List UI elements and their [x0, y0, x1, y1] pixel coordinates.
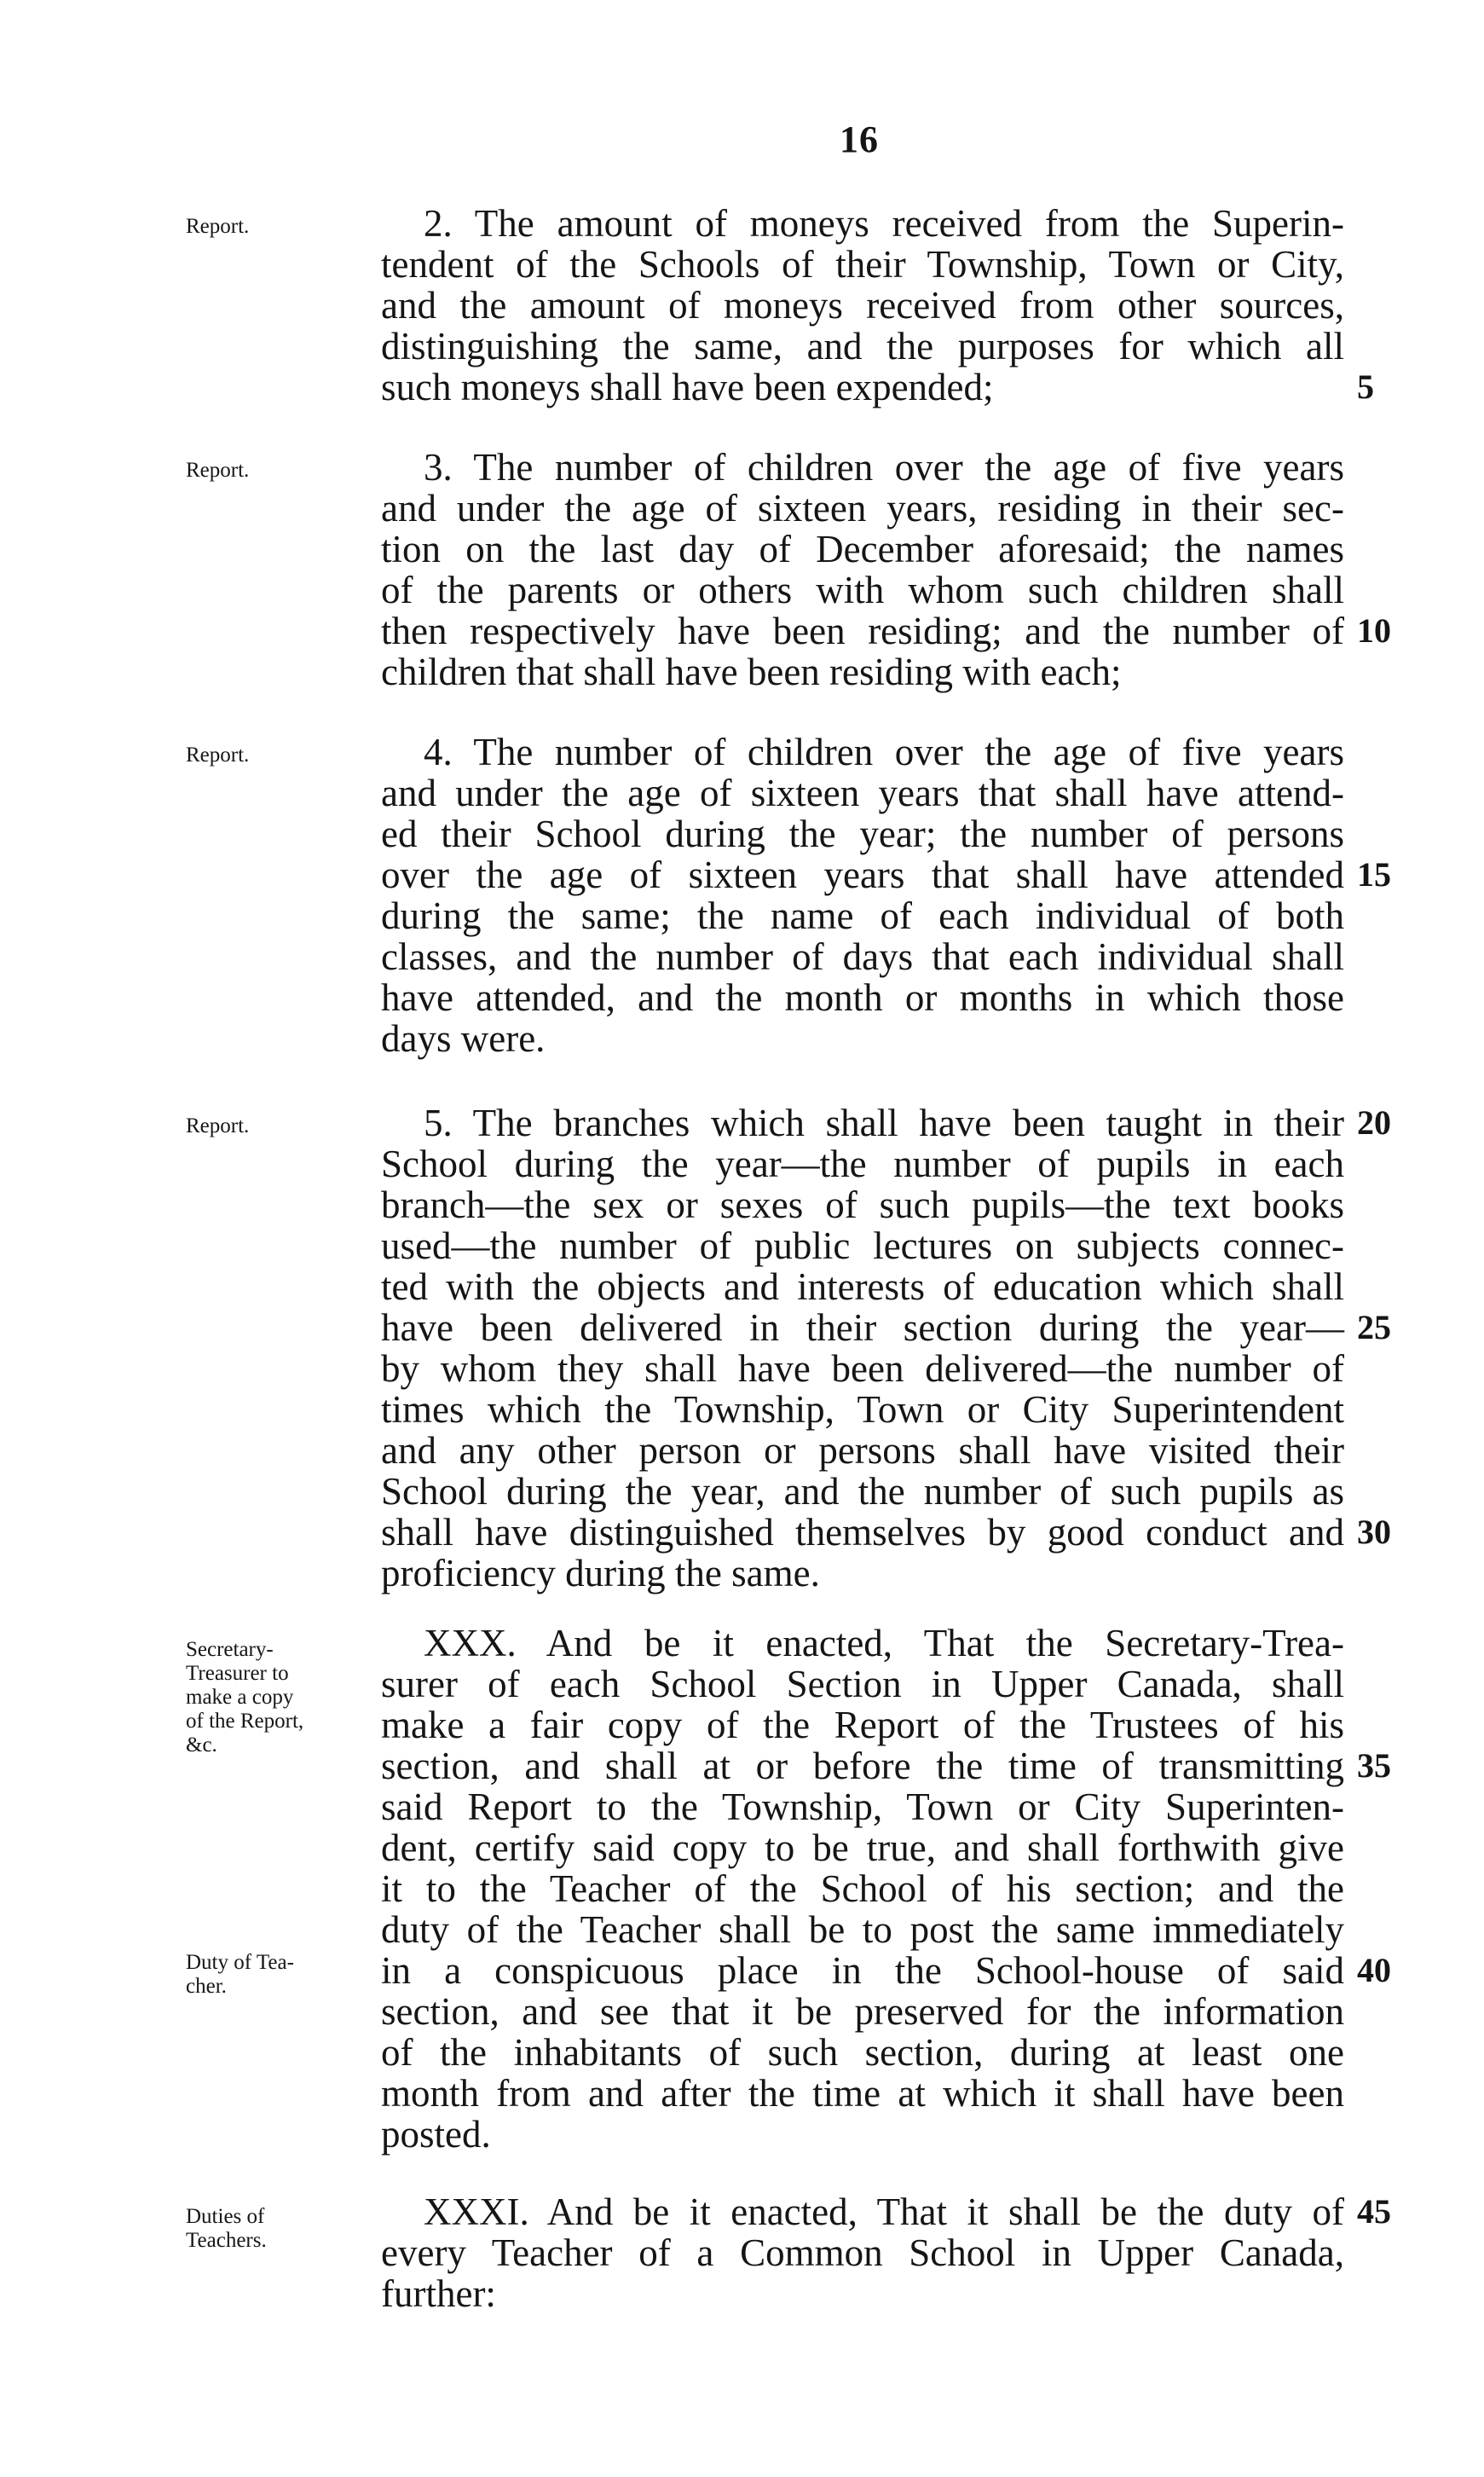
text-line: 3. The number of children over the age of five years	[424, 446, 1344, 489]
line-number: 10	[1357, 611, 1391, 650]
margin-note-duty-of-teacher	[186, 1951, 365, 1999]
margin-note	[186, 215, 365, 239]
line-number: 35	[1357, 1746, 1391, 1785]
text-line: further:	[381, 2272, 496, 2315]
text-line: dent, certify said copy to be true, and shall forthwith give	[381, 1826, 1344, 1869]
margin-note	[186, 459, 365, 483]
text-line: times which the Township, Town or City Superintendent	[381, 1388, 1344, 1431]
text-line: by whom they shall have been delivered—the number of	[381, 1347, 1344, 1390]
margin-note-line: Secretary-	[186, 1638, 274, 1661]
text-line: in a conspicuous place in the School-house of said 40	[381, 1949, 1391, 1992]
text-line: tendent of the Schools of their Township, Town or City,	[381, 243, 1344, 286]
line-number: 20	[1357, 1103, 1391, 1142]
text-line: said Report to the Township, Town or City Superinten-	[381, 1785, 1344, 1828]
margin-note-line: Duties of	[186, 2205, 265, 2228]
text-line: duty of the Teacher shall be to post the same immediately	[381, 1908, 1344, 1951]
text-line: of the inhabitants of such section, during at least one	[381, 2031, 1344, 2074]
text-line: XXXI. And be it enacted, That it shall be the duty of 45	[424, 2191, 1391, 2233]
margin-note-line: Report.	[186, 459, 250, 482]
text-line: month from and after the time at which it shall have been	[381, 2072, 1344, 2115]
text-line: and any other person or persons shall have visited their	[381, 1429, 1344, 1472]
text-line: section, and shall at or before the time of transmitting 35	[381, 1745, 1391, 1787]
paragraph-text	[381, 1102, 1391, 1594]
text-line: have been delivered in their section during the year— 25	[381, 1306, 1391, 1349]
line-number: 40	[1357, 1951, 1391, 1989]
margin-note	[186, 1114, 365, 1138]
margin-note	[186, 744, 365, 767]
text-line: and under the age of sixteen years that shall have attend-	[381, 772, 1344, 814]
text-line: then respectively have been residing; and the number of 10	[381, 610, 1391, 652]
line-number: 45	[1357, 2192, 1391, 2231]
text-line: branch—the sex or sexes of such pupils—the text books	[381, 1184, 1344, 1226]
line-number: 15	[1357, 855, 1391, 894]
text-line: every Teacher of a Common School in Upper Canada,	[381, 2231, 1344, 2274]
text-line: 5. The branches which shall have been taught in their 20	[424, 1102, 1391, 1144]
text-line: over the age of sixteen years that shall have attended 15	[381, 854, 1391, 896]
text-line: children that shall have been residing with each;	[381, 651, 1122, 693]
paragraph-text	[381, 202, 1374, 408]
text-line: have attended, and the month or months in which those	[381, 976, 1344, 1019]
text-line: posted.	[381, 2113, 491, 2156]
line-number: 5	[1357, 367, 1374, 406]
margin-note-line: &c.	[186, 1733, 217, 1756]
paragraph-text	[381, 731, 1391, 1060]
section-text	[381, 1622, 1391, 2156]
text-line: such moneys shall have been expended; 5	[381, 366, 1374, 408]
text-line: School during the year, and the number of such pupils as	[381, 1470, 1344, 1513]
margin-note-line: Duty of Tea-	[186, 1951, 294, 1974]
text-line: make a fair copy of the Report of the Trustees of his	[381, 1704, 1344, 1746]
text-line: 2. The amount of moneys received from the Superin-	[424, 202, 1344, 245]
text-line: distinguishing the same, and the purposes for which all	[381, 325, 1344, 367]
text-line: 4. The number of children over the age of five years	[424, 731, 1344, 773]
margin-note-line: Report.	[186, 744, 250, 767]
margin-note-line: Treasurer to	[186, 1662, 289, 1685]
margin-note-line: Teachers.	[186, 2229, 267, 2252]
text-line: during the same; the name of each individual of both	[381, 894, 1344, 937]
text-line: ted with the objects and interests of education which shall	[381, 1265, 1344, 1308]
text-line: of the parents or others with whom such children shall	[381, 569, 1344, 611]
line-number: 30	[1357, 1513, 1391, 1551]
margin-note-line: of the Report,	[186, 1710, 304, 1733]
margin-note	[186, 2205, 365, 2253]
paragraph-text	[381, 446, 1391, 693]
margin-note	[186, 1638, 365, 1757]
text-line: surer of each School Section in Upper Canada, shall	[381, 1663, 1344, 1705]
page-number: 16	[840, 119, 879, 160]
text-line: shall have distinguished themselves by good conduct and 30	[381, 1511, 1391, 1554]
margin-note-line: Report.	[186, 215, 250, 238]
text-line: tion on the last day of December aforesaid; the names	[381, 528, 1344, 570]
margin-note-line: cher.	[186, 1975, 227, 1998]
text-line: it to the Teacher of the School of his section; and the	[381, 1867, 1344, 1910]
margin-note-line: Report.	[186, 1114, 250, 1137]
line-number: 25	[1357, 1308, 1391, 1346]
text-line: classes, and the number of days that each individual shall	[381, 935, 1344, 978]
margin-note-line: make a copy	[186, 1686, 294, 1709]
text-line: and the amount of moneys received from other sources,	[381, 284, 1344, 327]
text-line: used—the number of public lectures on subjects connec-	[381, 1224, 1344, 1267]
section-text	[381, 2191, 1391, 2315]
text-line: School during the year—the number of pupils in each	[381, 1143, 1344, 1185]
text-line: XXX. And be it enacted, That the Secretary-Trea-	[424, 1622, 1344, 1664]
text-line: section, and see that it be preserved for the information	[381, 1990, 1344, 2033]
text-line: days were.	[381, 1017, 546, 1060]
text-line: ed their School during the year; the number of persons	[381, 813, 1344, 855]
text-line: proficiency during the same.	[381, 1552, 820, 1594]
text-line: and under the age of sixteen years, residing in their sec-	[381, 487, 1344, 530]
